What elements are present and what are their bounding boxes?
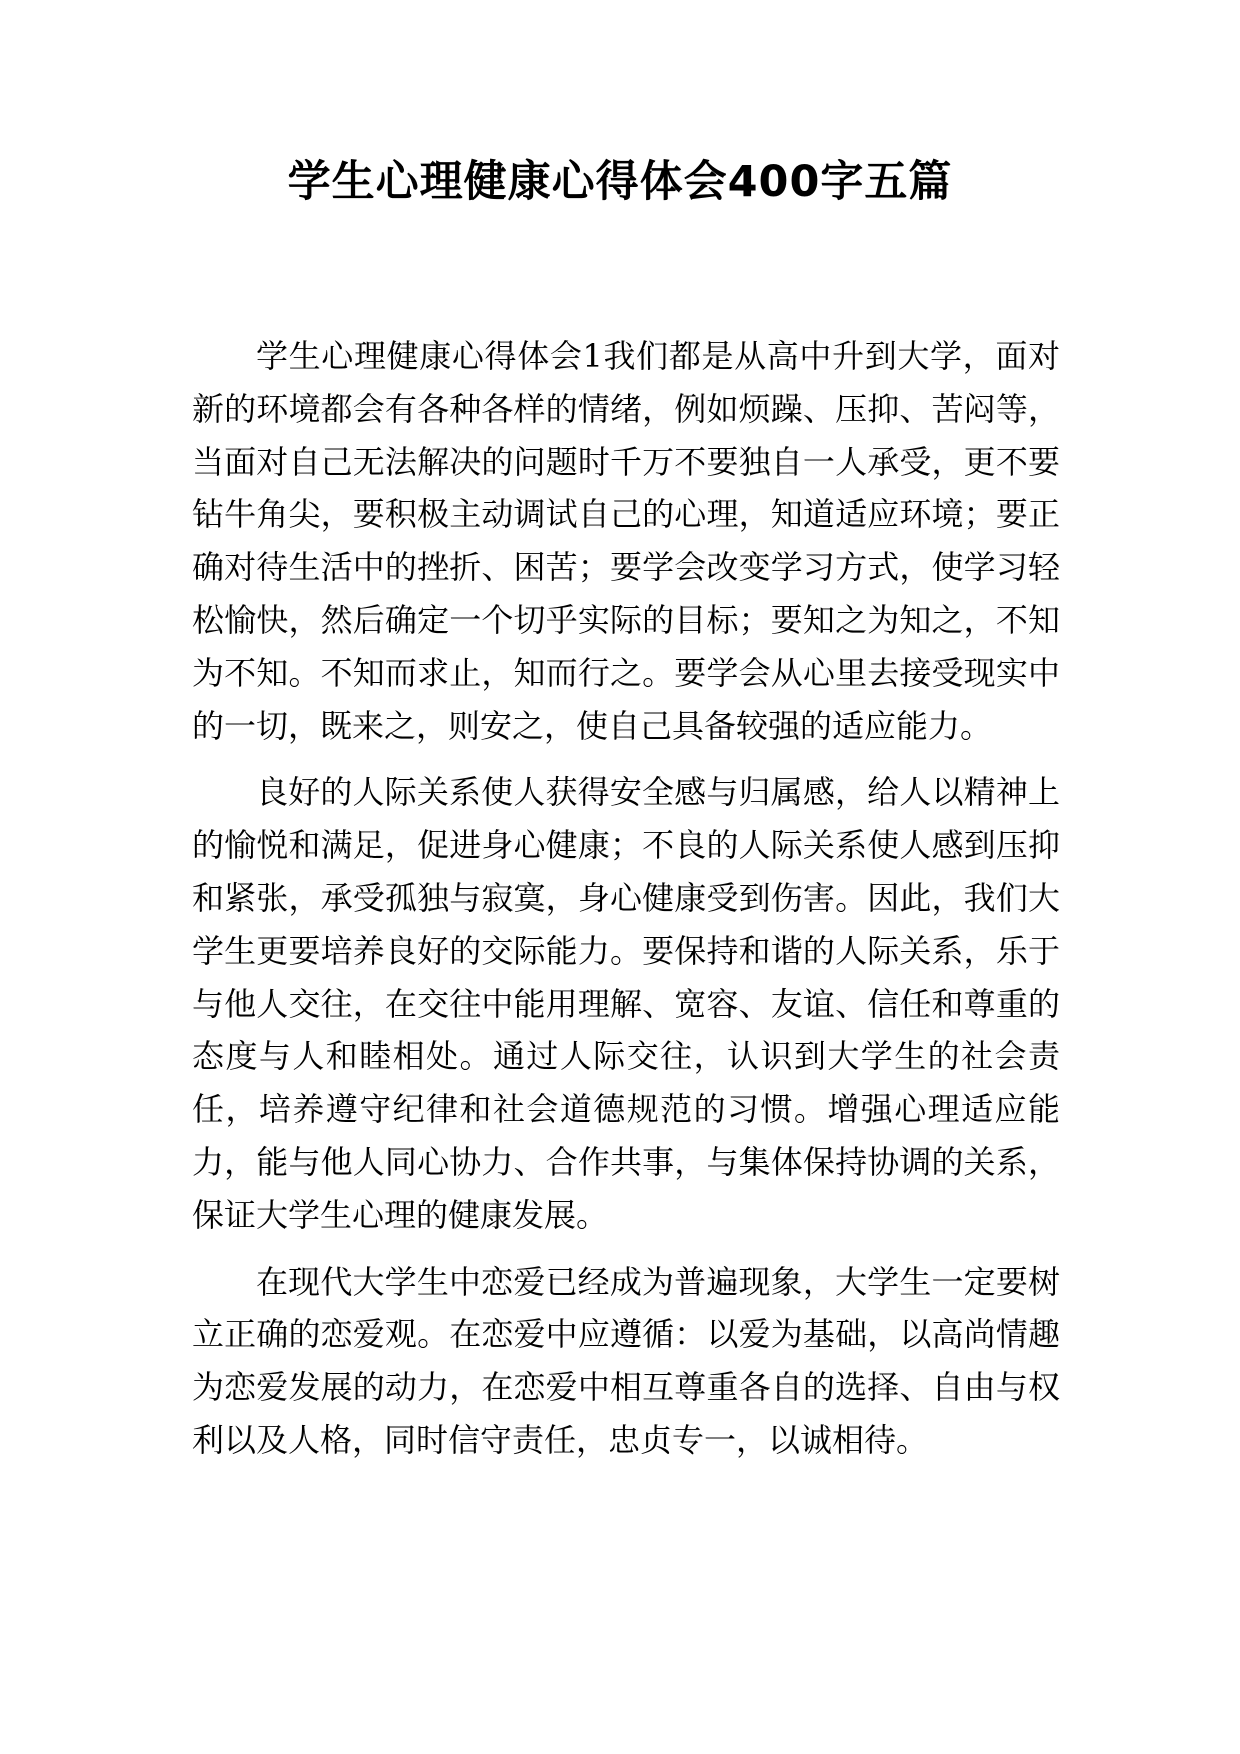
paragraph-2: 良好的人际关系使人获得安全感与归属感，给人以精神上的愉悦和满足，促进身心健康；不良的人际关系使人感到压抑和紧张，承受孤独与寂寞，身心健康受到伤害。因此，我们大学生更要培养良好的交际能力。要保持和谐的人际关系，乐于与他人交往，在交往中能用理解、宽容、友谊、信任和尊重的态度与人和睦相处。通过人际交往，认识到大学生的社会责任，培养遵守纪律和社会道德规范的习惯。增强心理适应能力，能与他人同心协力、合作共事，与集体保持协调的关系，保证大学生心理的健康发展。: [192, 773, 1060, 1234]
paragraph-3: 在现代大学生中恋爱已经成为普遍现象，大学生一定要树立正确的恋爱观。在恋爱中应遵循：以爱为基础，以高尚情趣为恋爱发展的动力，在恋爱中相互尊重各自的选择、自由与权利以及人格，同时信守责任，忠贞专一，以诚相待。: [192, 1262, 1060, 1459]
paragraph-1: 学生心理健康心得体会1我们都是从高中升到大学，面对新的环境都会有各种各样的情绪，例如烦躁、压抑、苦闷等，当面对自己无法解决的问题时千万不要独自一人承受，更不要钻牛角尖，要积极主动调试自己的心理，知道适应环境；要正确对待生活中的挫折、困苦；要学会改变学习方式，使学习轻松愉快，然后确定一个切乎实际的目标；要知之为知之，不知为不知。不知而求止，知而行之。要学会从心里去接受现实中的一切，既来之，则安之，使自己具备较强的适应能力。: [192, 337, 1060, 745]
document-body: [192, 330, 1060, 1467]
document-title: 学生心理健康心得体会400字五篇: [287, 157, 953, 207]
